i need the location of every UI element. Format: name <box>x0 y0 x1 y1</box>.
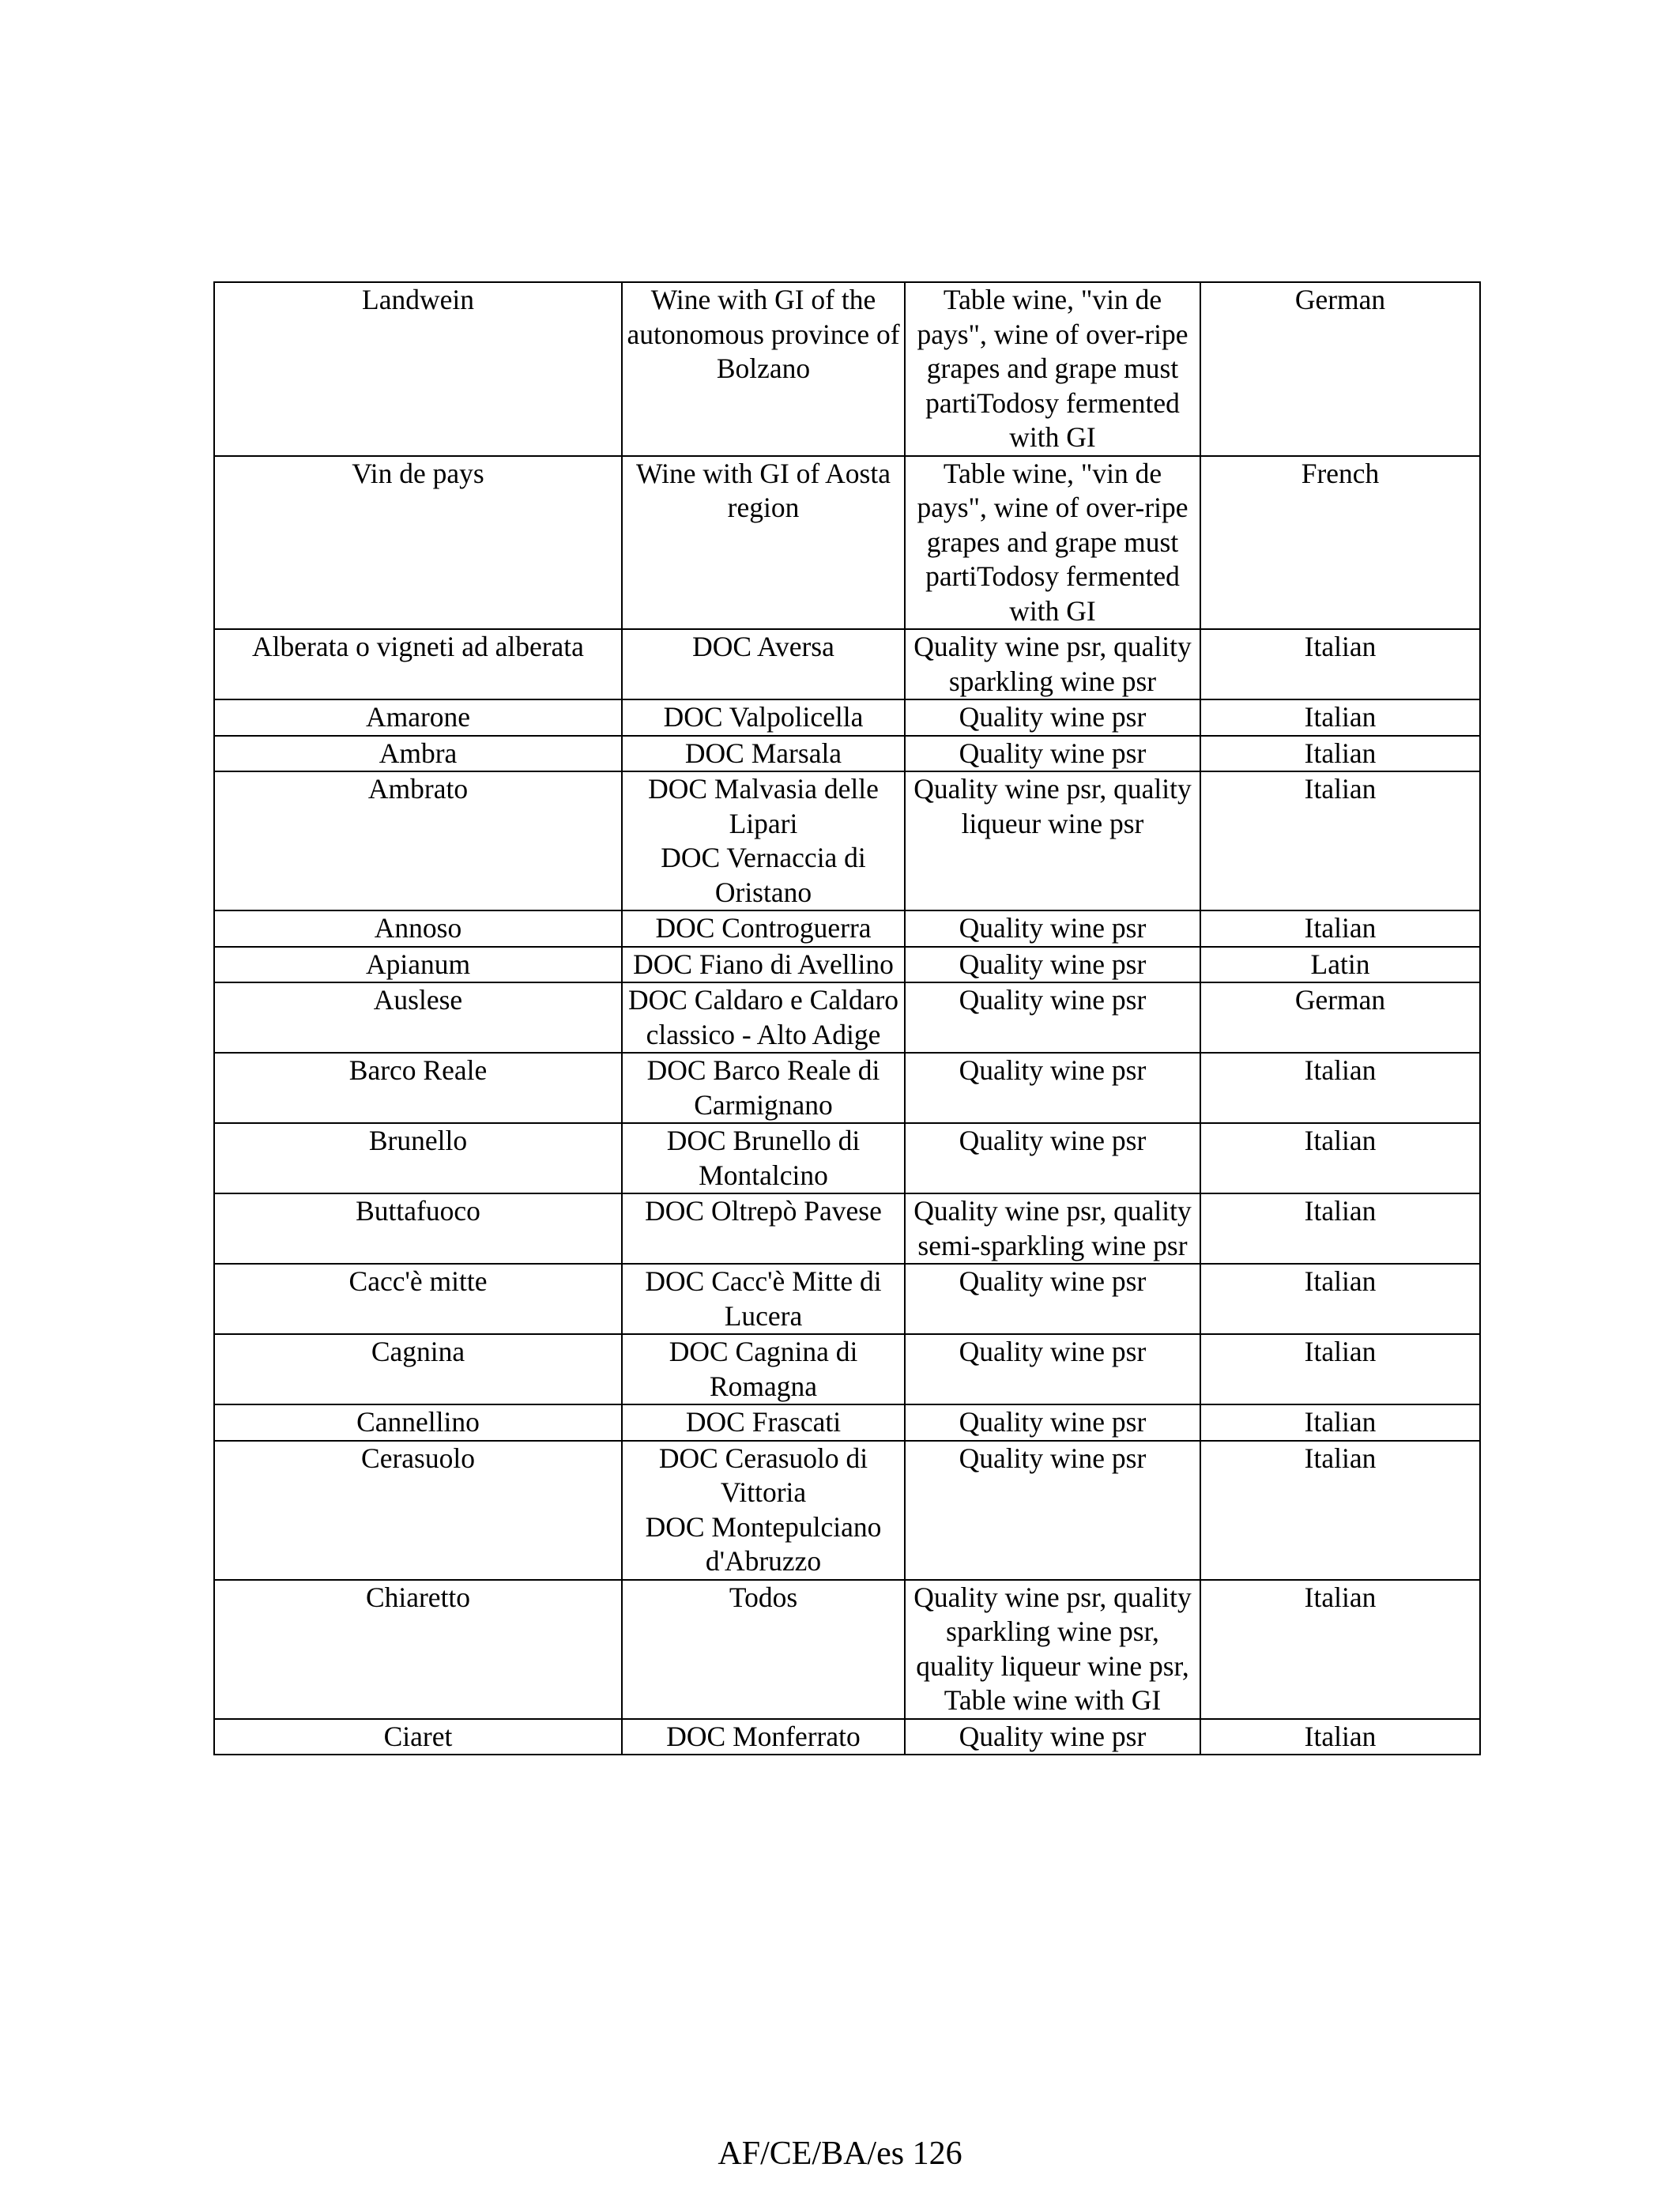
category-cell <box>905 629 1200 699</box>
language-cell <box>1200 736 1480 772</box>
wines-cell <box>622 771 905 910</box>
term-cell-text: Annoso <box>374 912 462 944</box>
wines-cell <box>622 1264 905 1334</box>
category-cell <box>905 947 1200 983</box>
category-cell-text: Quality wine psr <box>959 1054 1147 1086</box>
term-cell <box>214 736 622 772</box>
table-row <box>214 771 1480 910</box>
term-cell <box>214 1719 622 1755</box>
category-cell <box>905 1441 1200 1580</box>
term-cell <box>214 1123 622 1193</box>
language-cell <box>1200 282 1480 456</box>
language-cell <box>1200 1123 1480 1193</box>
wines-cell-text: DOC Controguerra <box>655 912 872 944</box>
category-cell-text: Table wine, "vin de pays", wine of over-ripe grapes and grape must partiTodosy fermented with GI <box>917 284 1188 453</box>
term-cell <box>214 699 622 736</box>
language-cell-text: French <box>1301 457 1380 489</box>
term-cell <box>214 947 622 983</box>
category-cell-text: Quality wine psr, quality semi-sparkling wine psr <box>913 1195 1192 1261</box>
wines-cell-text: DOC Brunello di Montalcino <box>666 1125 861 1191</box>
category-cell <box>905 1193 1200 1264</box>
table-body <box>214 282 1480 1755</box>
wines-cell-text: DOC Barco Reale di Carmignano <box>646 1054 880 1121</box>
wines-cell <box>622 1053 905 1123</box>
category-cell <box>905 771 1200 910</box>
term-cell-text: Ambra <box>379 737 458 769</box>
wines-cell <box>622 282 905 456</box>
language-cell <box>1200 699 1480 736</box>
term-cell-text: Amarone <box>365 701 471 733</box>
term-cell-text: Ambrato <box>367 773 469 805</box>
term-cell <box>214 1193 622 1264</box>
language-cell-text: Latin <box>1310 948 1370 980</box>
wines-cell-text: Wine with GI of Aosta region <box>636 457 891 523</box>
term-cell-text: Auslese <box>373 984 463 1016</box>
term-cell-text: Alberata o vigneti ad alberata <box>252 631 584 662</box>
wines-cell-text: DOC Cagnina di Romagna <box>669 1336 858 1402</box>
wines-cell-text: DOC Cacc'è Mitte di Lucera <box>645 1265 882 1332</box>
wines-cell <box>622 629 905 699</box>
wines-cell <box>622 699 905 736</box>
category-cell <box>905 1053 1200 1123</box>
category-cell-text: Quality wine psr, quality sparkling wine psr, quality liqueur wine psr, Table wine with GI <box>913 1581 1192 1716</box>
category-cell-text: Quality wine psr <box>959 1720 1147 1752</box>
wines-cell-text: DOC Aversa <box>692 631 834 662</box>
table-row <box>214 1264 1480 1334</box>
category-cell-text: Quality wine psr <box>959 1265 1147 1297</box>
category-cell-text: Quality wine psr <box>959 1442 1147 1474</box>
language-cell <box>1200 1719 1480 1755</box>
wines-cell <box>622 1719 905 1755</box>
category-cell-text: Quality wine psr <box>959 912 1147 944</box>
term-cell-text: Cerasuolo <box>361 1442 475 1474</box>
language-cell-text: Italian <box>1304 1720 1377 1752</box>
language-cell <box>1200 947 1480 983</box>
category-cell-text: Quality wine psr <box>959 984 1147 1016</box>
wines-cell <box>622 1193 905 1264</box>
table-row <box>214 282 1480 456</box>
term-cell-text: Buttafuoco <box>356 1195 480 1227</box>
language-cell-text: Italian <box>1304 631 1377 662</box>
table-row <box>214 1404 1480 1441</box>
wine-terms-table <box>213 281 1481 1755</box>
language-cell <box>1200 629 1480 699</box>
table-row <box>214 629 1480 699</box>
term-cell <box>214 456 622 630</box>
wines-cell <box>622 982 905 1053</box>
wines-cell <box>622 1580 905 1719</box>
wines-cell-text: DOC Oltrepò Pavese <box>645 1195 882 1227</box>
language-cell <box>1200 771 1480 910</box>
table-row <box>214 1193 1480 1264</box>
term-cell <box>214 1441 622 1580</box>
wines-cell-text: DOC Monferrato <box>666 1720 861 1752</box>
table-row <box>214 1441 1480 1580</box>
page-footer-reference: AF/CE/BA/es 126 <box>718 2136 962 2172</box>
category-cell-text: Quality wine psr, quality liqueur wine psr <box>913 773 1192 839</box>
category-cell-text: Quality wine psr <box>959 1336 1147 1367</box>
language-cell-text: Italian <box>1304 1406 1377 1438</box>
wines-cell-text: Todos <box>729 1581 798 1613</box>
category-cell <box>905 736 1200 772</box>
term-cell <box>214 982 622 1053</box>
term-cell <box>214 771 622 910</box>
category-cell-text: Quality wine psr <box>959 1125 1147 1156</box>
term-cell-text: Ciaret <box>383 1720 453 1752</box>
category-cell-text: Quality wine psr <box>959 701 1147 733</box>
language-cell <box>1200 456 1480 630</box>
category-cell <box>905 699 1200 736</box>
term-cell-text: Apianum <box>365 948 471 980</box>
wines-cell-text: DOC Cerasuolo di Vittoria DOC Montepulciano d'Abruzzo <box>645 1442 882 1577</box>
table-row <box>214 947 1480 983</box>
term-cell <box>214 1404 622 1441</box>
category-cell <box>905 282 1200 456</box>
language-cell-text: German <box>1294 284 1386 315</box>
language-cell-text: Italian <box>1304 773 1377 805</box>
term-cell <box>214 1053 622 1123</box>
term-cell-text: Cagnina <box>371 1336 465 1367</box>
language-cell <box>1200 1580 1480 1719</box>
language-cell-text: Italian <box>1304 1125 1377 1156</box>
table-row <box>214 1123 1480 1193</box>
term-cell-text: Brunello <box>368 1125 468 1156</box>
wines-cell <box>622 736 905 772</box>
term-cell-text: Vin de pays <box>352 457 484 489</box>
language-cell-text: Italian <box>1304 701 1377 733</box>
wines-cell <box>622 1123 905 1193</box>
table-row <box>214 736 1480 772</box>
wines-cell-text: Wine with GI of the autonomous province of Bolzano <box>627 284 900 384</box>
language-cell-text: Italian <box>1304 912 1377 944</box>
term-cell <box>214 1334 622 1404</box>
language-cell-text: Italian <box>1304 1581 1377 1613</box>
language-cell <box>1200 1053 1480 1123</box>
table-row <box>214 456 1480 630</box>
term-cell-text: Cacc'è mitte <box>348 1265 488 1297</box>
category-cell <box>905 1264 1200 1334</box>
category-cell-text: Quality wine psr, quality sparkling wine psr <box>913 631 1192 697</box>
table-row <box>214 1334 1480 1404</box>
language-cell <box>1200 1193 1480 1264</box>
term-cell <box>214 910 622 947</box>
category-cell-text: Quality wine psr <box>959 948 1147 980</box>
language-cell <box>1200 1441 1480 1580</box>
language-cell-text: Italian <box>1304 737 1377 769</box>
table-row <box>214 1719 1480 1755</box>
table-row <box>214 1580 1480 1719</box>
wines-cell <box>622 456 905 630</box>
wines-cell <box>622 1441 905 1580</box>
wines-cell <box>622 947 905 983</box>
term-cell-text: Cannellino <box>356 1406 480 1438</box>
category-cell <box>905 982 1200 1053</box>
category-cell <box>905 1123 1200 1193</box>
table-row <box>214 699 1480 736</box>
category-cell <box>905 1404 1200 1441</box>
wines-cell <box>622 1334 905 1404</box>
table-row <box>214 1053 1480 1123</box>
language-cell-text: Italian <box>1304 1195 1377 1227</box>
wines-cell-text: DOC Malvasia delle Lipari DOC Vernaccia di Oristano <box>648 773 879 908</box>
category-cell <box>905 910 1200 947</box>
term-cell <box>214 282 622 456</box>
language-cell-text: Italian <box>1304 1054 1377 1086</box>
language-cell <box>1200 1334 1480 1404</box>
language-cell-text: Italian <box>1304 1265 1377 1297</box>
language-cell <box>1200 1404 1480 1441</box>
wines-cell-text: DOC Caldaro e Caldaro classico - Alto Adige <box>627 984 899 1050</box>
table-row <box>214 910 1480 947</box>
term-cell <box>214 1264 622 1334</box>
table-row <box>214 982 1480 1053</box>
category-cell-text: Quality wine psr <box>959 1406 1147 1438</box>
category-cell <box>905 1580 1200 1719</box>
language-cell-text: Italian <box>1304 1442 1377 1474</box>
term-cell <box>214 629 622 699</box>
language-cell-text: Italian <box>1304 1336 1377 1367</box>
term-cell-text: Barco Reale <box>348 1054 488 1086</box>
term-cell-text: Chiaretto <box>365 1581 471 1613</box>
wines-cell-text: DOC Frascati <box>685 1406 842 1438</box>
language-cell-text: German <box>1294 984 1386 1016</box>
wines-cell-text: DOC Valpolicella <box>663 701 864 733</box>
category-cell <box>905 1334 1200 1404</box>
language-cell <box>1200 982 1480 1053</box>
language-cell <box>1200 910 1480 947</box>
category-cell <box>905 456 1200 630</box>
wines-cell-text: DOC Fiano di Avellino <box>633 948 894 980</box>
category-cell <box>905 1719 1200 1755</box>
wines-cell <box>622 910 905 947</box>
wines-cell-text: DOC Marsala <box>684 737 842 769</box>
wines-cell <box>622 1404 905 1441</box>
term-cell <box>214 1580 622 1719</box>
category-cell-text: Table wine, "vin de pays", wine of over-ripe grapes and grape must partiTodosy fermented with GI <box>917 457 1188 627</box>
category-cell-text: Quality wine psr <box>959 737 1147 769</box>
term-cell-text: Landwein <box>362 284 474 315</box>
language-cell <box>1200 1264 1480 1334</box>
